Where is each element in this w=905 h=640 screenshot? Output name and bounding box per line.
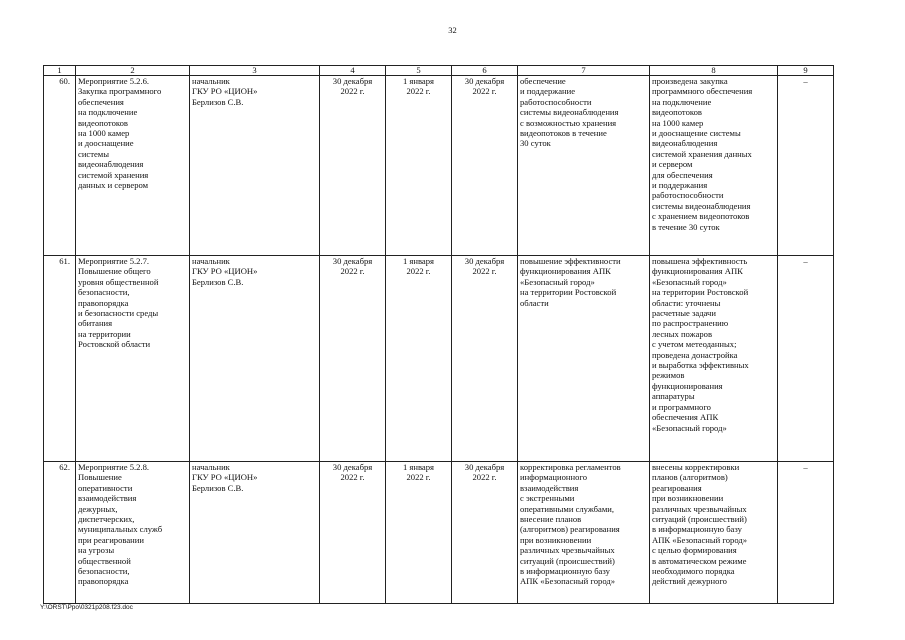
actual-start-cell: 1 января 2022 г. <box>386 76 452 256</box>
row-number: 62. <box>44 462 76 604</box>
expected-result-cell: обеспечение и поддержание работоспособности системы видеонаблюдения с возможностью хранения видеопотоков в течение 30 суток <box>518 76 650 256</box>
actual-result-cell: внесены корректировки планов (алгоритмов) реагирования при возникновении различных чрезвычайных ситуаций (происшествий) в информационную базу АПК «Безопасный город» с целью формирования в автоматическом режиме необходимого порядка действий дежурного <box>650 462 778 604</box>
column-header: 2 <box>76 66 190 76</box>
table-row <box>44 76 834 256</box>
row-number: 60. <box>44 76 76 256</box>
responsible-cell: начальник ГКУ РО «ЦИОН» Берлизов С.В. <box>190 462 320 604</box>
event-cell: Мероприятие 5.2.6. Закупка программного обеспечения на подключение видеопотоков на 1000 камер и дооснащение системы видеонаблюдения системой хранения данных и сервером <box>76 76 190 256</box>
actual-end-cell: 30 декабря 2022 г. <box>452 462 518 604</box>
note-cell: – <box>778 462 834 604</box>
event-cell: Мероприятие 5.2.8. Повышение оперативности взаимодействия дежурных, диспетчерских, муниципальных служб при реагировании на угрозы общественной безопасности, правопорядка <box>76 462 190 604</box>
planned-end-cell: 30 декабря 2022 г. <box>320 256 386 462</box>
actual-start-cell: 1 января 2022 г. <box>386 462 452 604</box>
expected-result-cell: корректировка регламентов информационного взаимодействия с экстренными оперативными службами, внесение планов (алгоритмов) реагирования при возникновении различных чрезвычайных ситуаций (происшествий) в информационную базу АПК «Безопасный город» <box>518 462 650 604</box>
responsible-cell: начальник ГКУ РО «ЦИОН» Берлизов С.В. <box>190 256 320 462</box>
actual-result-cell: произведена закупка программного обеспечения на подключение видеопотоков на 1000 камер и дооснащение системы видеонаблюдения системой хранения данных и сервером для обеспечения и поддержания работоспособности системы видеонаблюдения с хранением видеопотоков в течение 30 суток <box>650 76 778 256</box>
column-header: 8 <box>650 66 778 76</box>
event-cell: Мероприятие 5.2.7. Повышение общего уровня общественной безопасности, правопорядка и безопасности среды обитания на территории Ростовской области <box>76 256 190 462</box>
expected-result-cell: повышение эффективности функционирования АПК «Безопасный город» на территории Ростовской области <box>518 256 650 462</box>
column-header: 4 <box>320 66 386 76</box>
column-header: 3 <box>190 66 320 76</box>
column-header: 6 <box>452 66 518 76</box>
column-header: 1 <box>44 66 76 76</box>
table-row <box>44 462 834 604</box>
header-row <box>44 66 834 76</box>
column-header: 5 <box>386 66 452 76</box>
note-cell: – <box>778 76 834 256</box>
actual-end-cell: 30 декабря 2022 г. <box>452 76 518 256</box>
actual-result-cell: повышена эффективность функционирования АПК «Безопасный город» на территории Ростовской области: уточнены расчетные задачи по распространению лесных пожаров с учетом метеоданных; проведена донастройка и выработка эффективных режимов функционирования аппаратуры и программного обеспечения АПК «Безопасный город» <box>650 256 778 462</box>
page-number: 32 <box>448 25 457 35</box>
planned-end-cell: 30 декабря 2022 г. <box>320 462 386 604</box>
file-path-footer: Y:\ORST\Ppo\0321p208.f23.doc <box>40 604 133 611</box>
report-table <box>43 65 834 604</box>
table-row <box>44 256 834 462</box>
actual-start-cell: 1 января 2022 г. <box>386 256 452 462</box>
actual-end-cell: 30 декабря 2022 г. <box>452 256 518 462</box>
planned-end-cell: 30 декабря 2022 г. <box>320 76 386 256</box>
row-number: 61. <box>44 256 76 462</box>
column-header: 9 <box>778 66 834 76</box>
column-header: 7 <box>518 66 650 76</box>
responsible-cell: начальник ГКУ РО «ЦИОН» Берлизов С.В. <box>190 76 320 256</box>
note-cell: – <box>778 256 834 462</box>
